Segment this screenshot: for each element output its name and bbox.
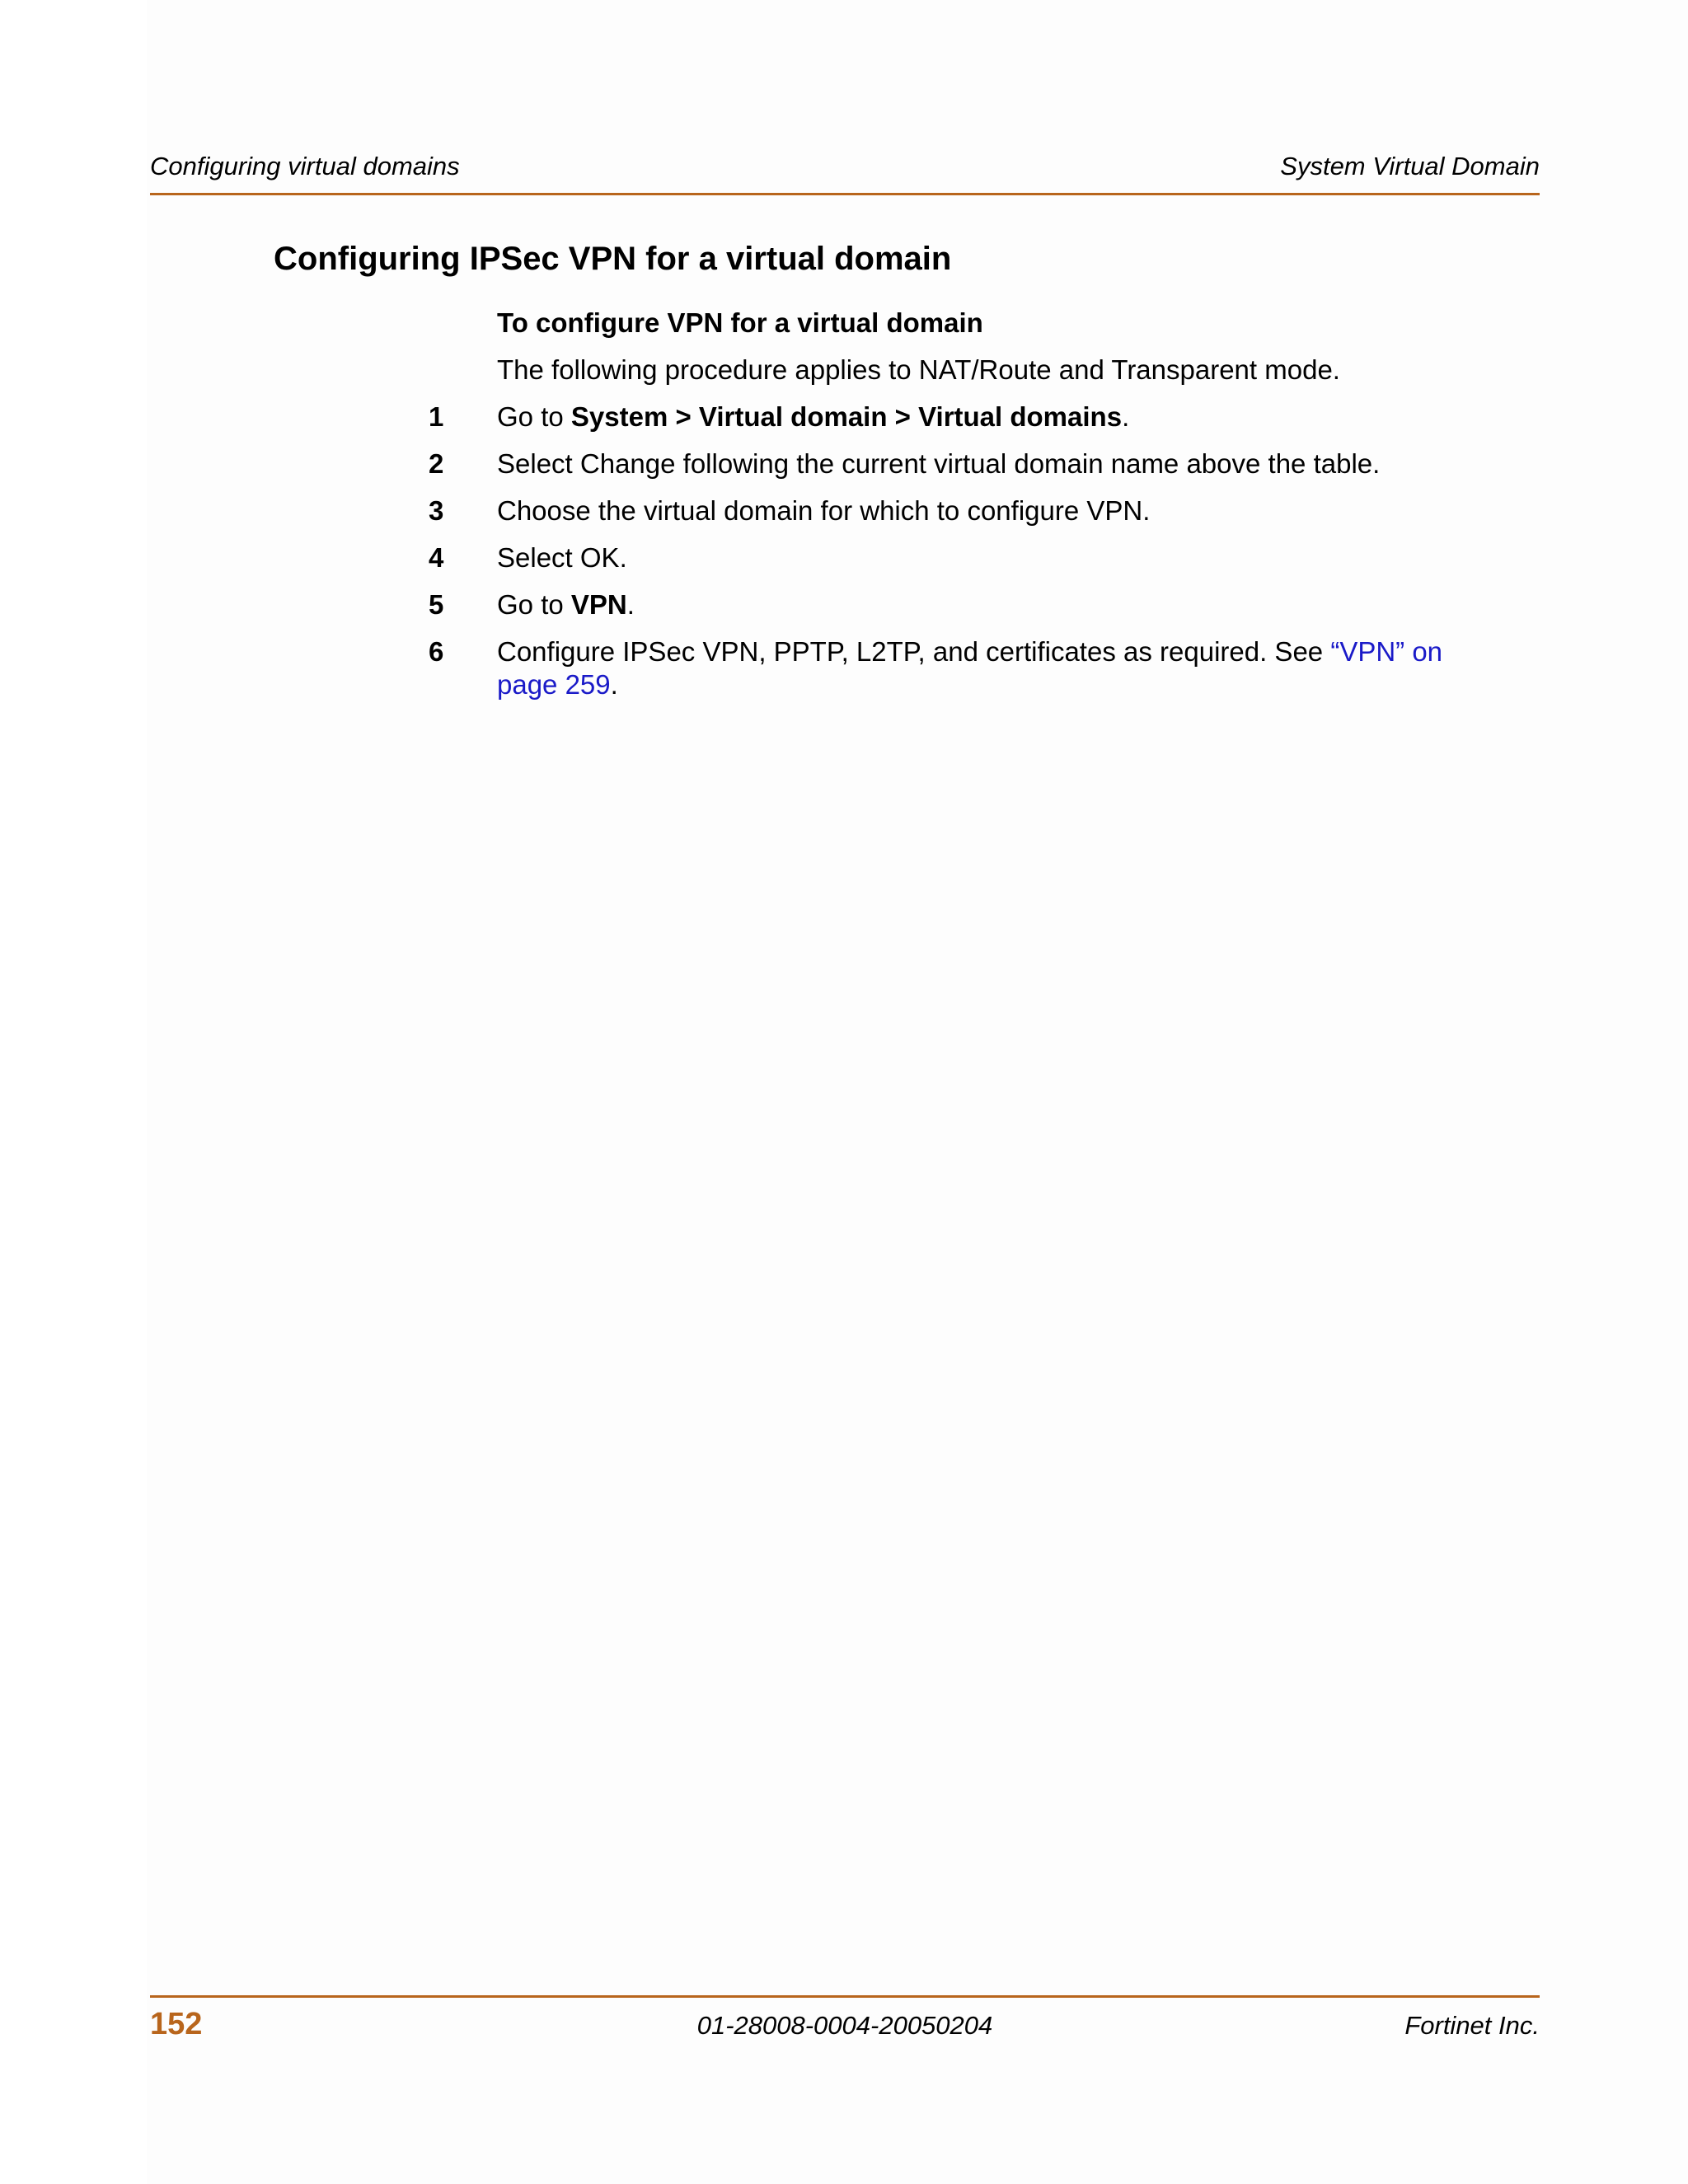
step-text: Choose the virtual domain for which to configure VPN. [497, 495, 1151, 526]
step-text [497, 401, 1470, 434]
step-number: 6 [429, 636, 444, 667]
step-text-post: . [626, 589, 635, 620]
step-text-post: . [610, 669, 618, 700]
procedure-intro: The following procedure applies to NAT/Route and Transparent mode. [497, 354, 1340, 385]
step-number: 5 [429, 589, 444, 620]
step-1 [429, 401, 1500, 434]
step-5 [429, 588, 1500, 621]
step-text [497, 635, 1470, 701]
running-footer [150, 1995, 1540, 2047]
cross-reference-link[interactable]: “VPN” on page 259 [497, 636, 1443, 700]
menu-path: System > Virtual domain > Virtual domains [570, 401, 1123, 432]
step-text-pre: Go to [497, 589, 571, 620]
header-chapter-title: Configuring virtual domains [150, 152, 460, 180]
step-4 [429, 541, 1500, 574]
section-heading: Configuring IPSec VPN for a virtual domain [274, 241, 952, 277]
company-name: Fortinet Inc. [1404, 2011, 1540, 2040]
step-2 [429, 448, 1500, 480]
step-text: Select OK. [497, 542, 627, 573]
running-header [150, 150, 1540, 195]
step-text-post: . [1122, 401, 1130, 432]
header-section-title: System Virtual Domain [1280, 152, 1540, 180]
step-number: 3 [429, 495, 444, 526]
menu-path: VPN [570, 589, 627, 620]
page-number: 152 [150, 2007, 203, 2041]
step-number: 4 [429, 542, 444, 573]
step-text: Select Change following the current virtual domain name above the table. [497, 448, 1381, 479]
procedure-title: To configure VPN for a virtual domain [497, 307, 983, 338]
step-text-pre: Go to [497, 401, 571, 432]
step-number: 2 [429, 448, 444, 479]
step-text [497, 588, 1470, 621]
step-6 [429, 635, 1500, 701]
step-3 [429, 494, 1500, 527]
step-number: 1 [429, 401, 444, 432]
step-text-pre: Configure IPSec VPN, PPTP, L2TP, and certificates as required. See [497, 636, 1331, 667]
procedure-steps [429, 401, 1500, 715]
document-id: 01-28008-0004-20050204 [696, 2011, 993, 2040]
